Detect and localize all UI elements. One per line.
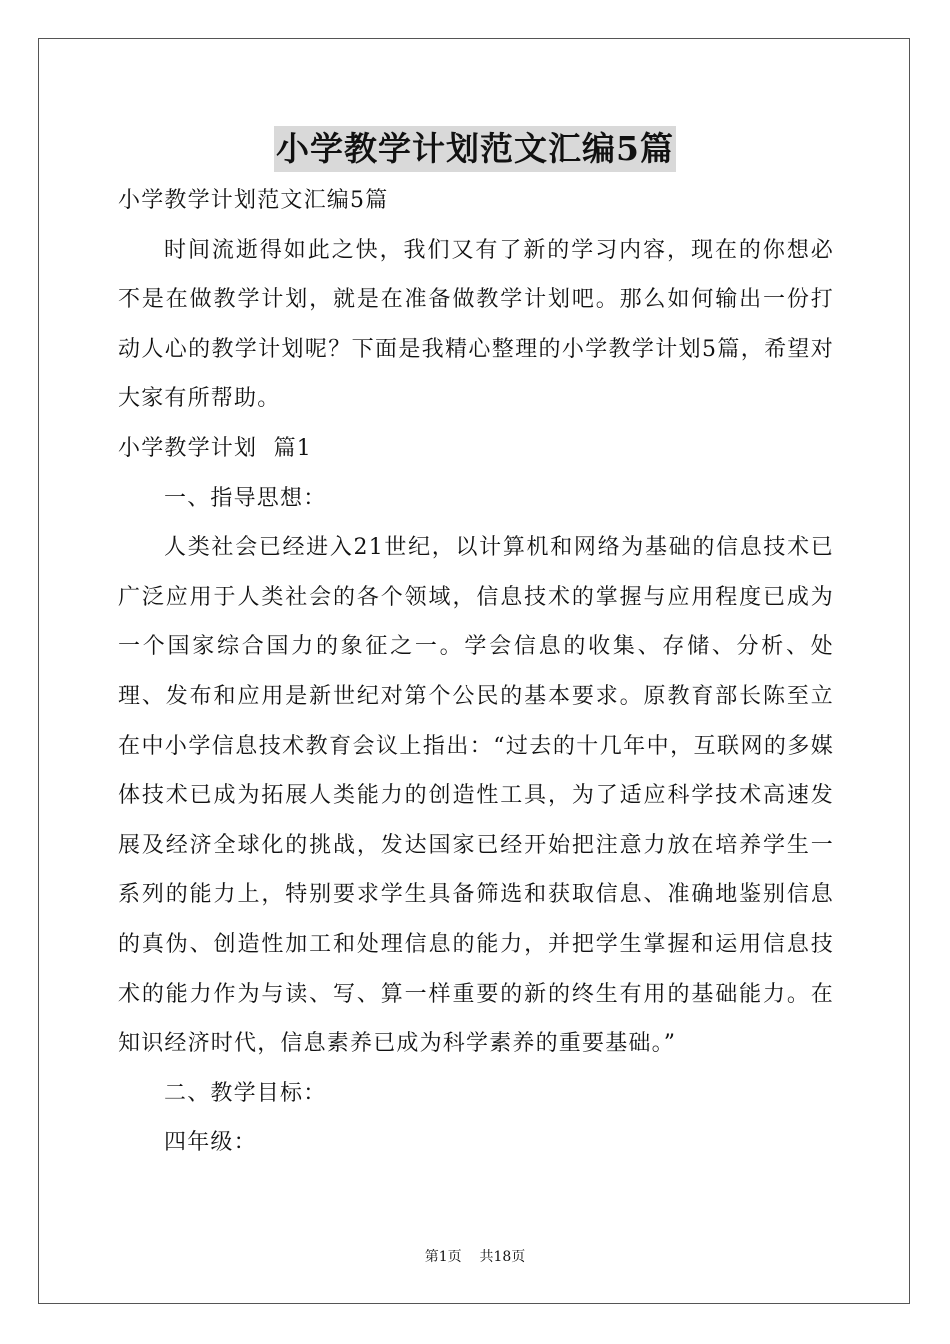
intro-paragraph: 时间流逝得如此之快，我们又有了新的学习内容，现在的你想必不是在做教学计划，就是在准备做教学计划吧。那么如何输出一份打动人心的教学计划呢？下面是我精心整理的小学教学计划5篇，希望对大家有所帮助。 [118, 237, 834, 412]
title-area [0, 126, 950, 172]
subsection-heading-guiding: 一、指导思想： [164, 485, 327, 511]
document-body [118, 176, 834, 1168]
grade-label: 四年级： [164, 1130, 257, 1156]
document-title: 小学教学计划范文汇编5篇 [274, 126, 676, 172]
subtitle-paragraph: 小学教学计划范文汇编5篇 [118, 188, 389, 213]
body-paragraph: 人类社会已经进入21世纪，以计算机和网络为基础的信息技术已广泛应用于人类社会的各个领域，信息技术的掌握与应用程度已成为一个国家综合国力的象征之一。学会信息的收集、存储、分析、处理、发布和应用是新世纪对第个公民的基本要求。原教育部长陈至立在中小学信息技术教育会议上指出：“过去的十几年中，互联网的多媒体技术已成为拓展人类能力的创造性工具，为了适应科学技术高速发展及经济全球化的挑战，发达国家已经开始把注意力放在培养学生一系列的能力上，特别要求学生具备筛选和获取信息、准确地鉴别信息的真伪、创造性加工和处理信息的能力，并把学生掌握和运用信息技术的能力作为与读、写、算一样重要的新的终生有用的基础能力。在知识经济时代，信息素养已成为科学素养的重要基础。” [118, 535, 834, 1057]
subsection-heading-goals: 二、教学目标： [164, 1080, 327, 1106]
section-heading: 小学教学计划 篇1 [118, 435, 312, 461]
page-footer: 第1页 共18页 [424, 1249, 526, 1265]
